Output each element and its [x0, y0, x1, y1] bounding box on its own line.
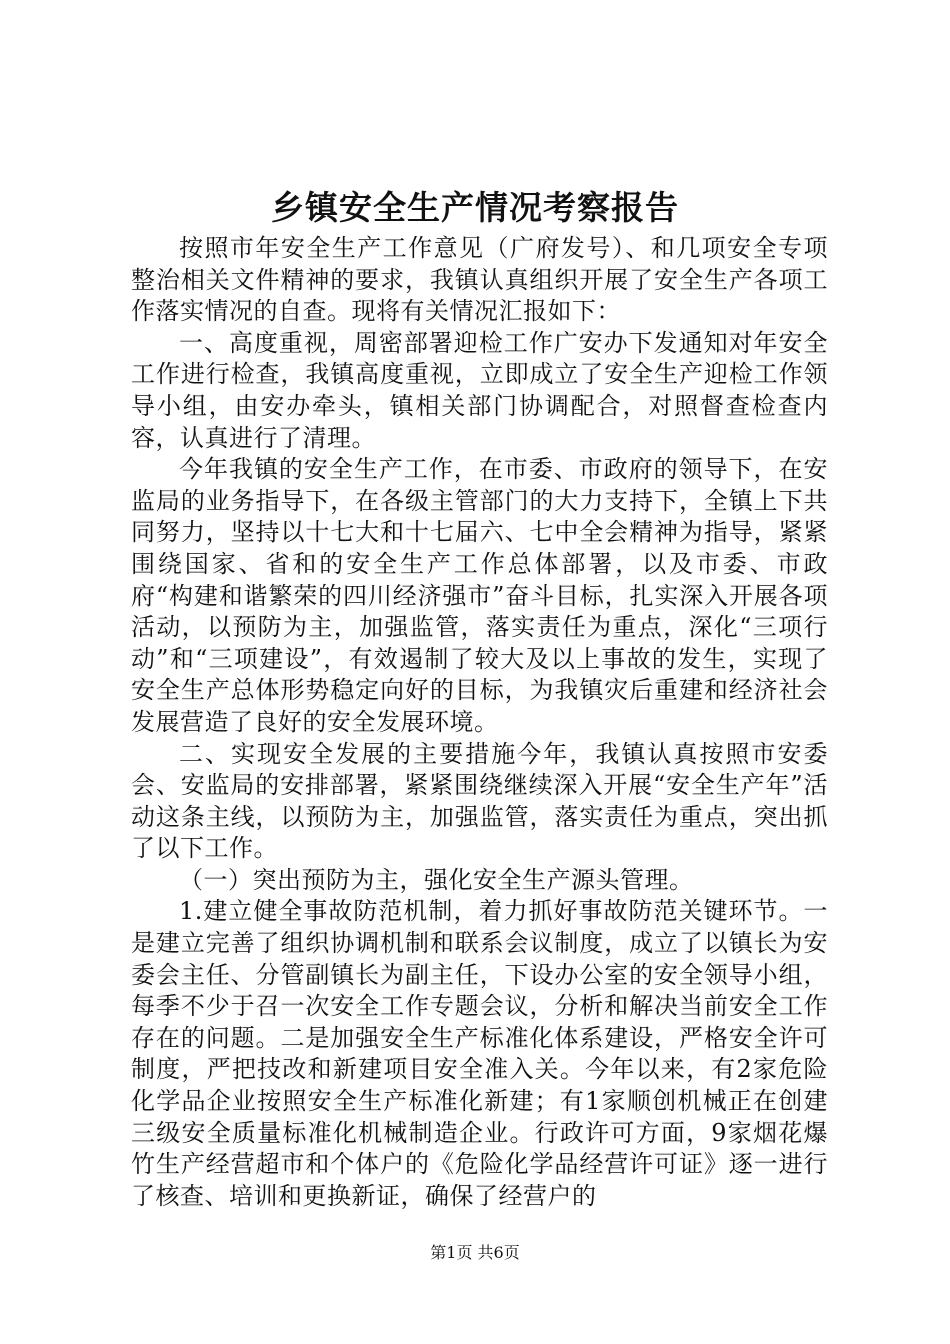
paragraph-intro: 按照市年安全生产工作意见（广府发号）、和几项安全专项整治相关文件精神的要求，我镇认真组织开展了安全生产各项工作落实情况的自查。现将有关情况汇报如下：: [131, 234, 828, 326]
paragraph-item-one: 1.建立健全事故防范机制，着力抓好事故防范关键环节。一是建立完善了组织协调机制和联系会议制度，成立了以镇长为安委会主任、分管副镇长为副主任，下设办公室的安全领导小组，每季不少于召一次安全工作专题会议，分析和解决当前安全工作存在的问题。二是加强安全生产标准化体系建设，严格安全许可制度，严把技改和新建项目安全准入关。今年以来，有2家危险化学品企业按照安全生产标准化新建；有1家顺创机械正在创建三级安全质量标准化机械制造企业。行政许可方面，9家烟花爆竹生产经营超市和个体户的《危险化学品经营许可证》逐一进行了核查、培训和更换新证，确保了经营户的: [131, 897, 828, 1210]
document-title: 乡镇安全生产情况考察报告: [271, 188, 679, 227]
paragraph-section-one: 一、高度重视，周密部署迎检工作广安办下发通知对年安全工作进行检查，我镇高度重视，立即成立了安全生产迎检工作领导小组，由安办牵头，镇相关部门协调配合，对照督查检查内容，认真进行了清理。: [131, 328, 828, 452]
paragraph-annual-summary: 今年我镇的安全生产工作，在市委、市政府的领导下，在安监局的业务指导下，在各级主管部门的大力支持下，全镇上下共同努力，坚持以十七大和十七届六、七中全会精神为指导，紧紧围绕国家、省和的安全生产工作总体部署，以及市委、市政府“构建和谐繁荣的四川经济强市”奋斗目标，扎实深入开展各项活动，以预防为主，加强监管，落实责任为重点，深化“三项行动”和“三项建设”，有效遏制了较大及以上事故的发生，实现了安全生产总体形势稳定向好的目标，为我镇灾后重建和经济社会发展营造了良好的安全发展环境。: [131, 455, 828, 736]
paragraph-subsection-one: （一）突出预防为主，强化安全生产源头管理。: [179, 865, 694, 894]
paragraph-section-two: 二、实现安全发展的主要措施今年，我镇认真按照市安委会、安监局的安排部署，紧紧围绕继续深入开展“安全生产年”活动这条主线，以预防为主，加强监管，落实责任为重点，突出抓了以下工作。: [131, 739, 828, 863]
document-body: [131, 233, 828, 1212]
page-footer: 第1页 共6页: [430, 1243, 520, 1262]
